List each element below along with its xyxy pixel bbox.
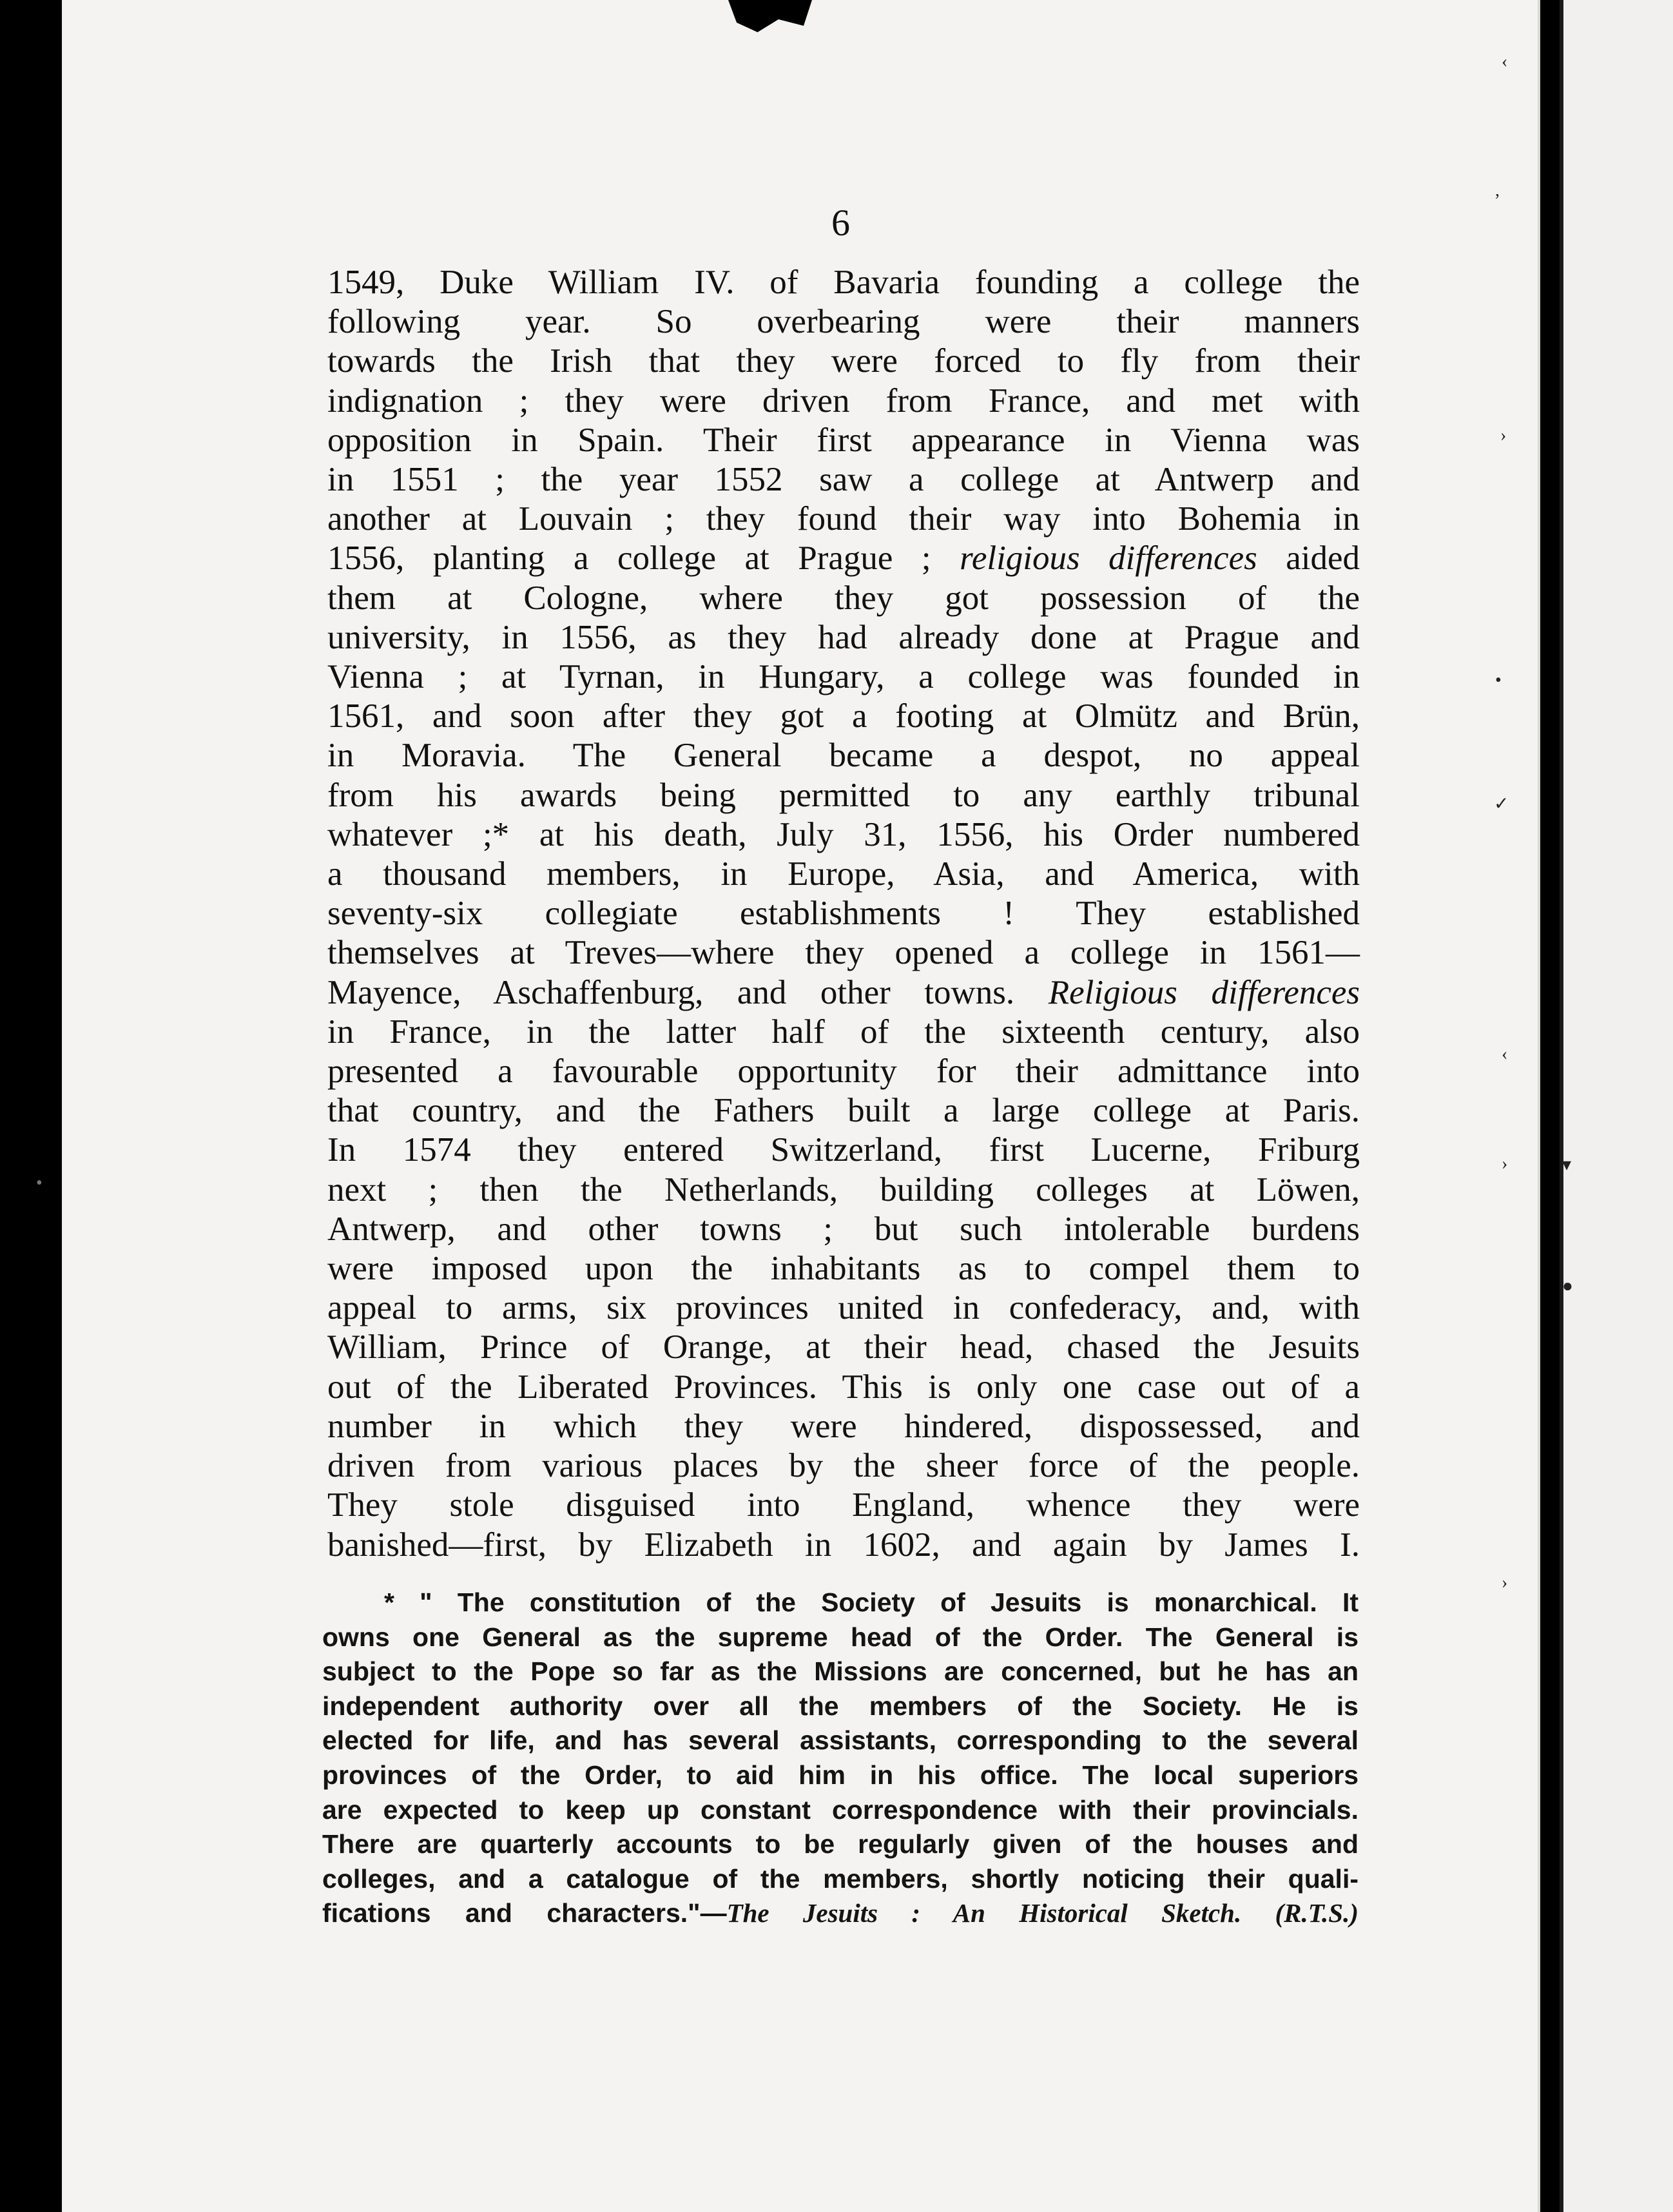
footnote-line: elected for life, and has several assistants, corresponding to the several [322, 1725, 1359, 1756]
page-number: 6 [831, 202, 850, 244]
body-line: They stole disguised into England, whence they were [327, 1486, 1360, 1524]
body-line: 1561, and soon after they got a footing at Olmütz and Brün, [327, 697, 1360, 735]
scan-speck-mark: ‹ [1502, 52, 1508, 72]
body-line: in Moravia. The General became a despot, no appeal [327, 737, 1360, 775]
footnote-line: colleges, and a catalogue of the members, shortly noticing their quali- [322, 1863, 1359, 1894]
scan-speck-mark: , [1495, 180, 1500, 200]
body-text [327, 263, 1360, 1565]
body-line: towards the Irish that they were forced to fly from their [327, 342, 1360, 380]
footnote-line: There are quarterly accounts to be regularly given of the houses and [322, 1829, 1359, 1859]
body-line: them at Cologne, where they got possession of the [327, 579, 1360, 617]
body-line: seventy-six collegiate establishments ! They established [327, 895, 1360, 933]
scan-speck-mark: ✓ [1494, 794, 1509, 814]
body-line: presented a favourable opportunity for their admittance into [327, 1053, 1360, 1091]
body-line: whatever ;* at his death, July 31, 1556, his Order numbered [327, 815, 1360, 853]
body-line: themselves at Treves—where they opened a college in 1561— [327, 934, 1360, 972]
body-line-with-italic [327, 973, 1360, 1013]
footnote-last-line [322, 1896, 1359, 1931]
body-line: next ; then the Netherlands, building colleges at Löwen, [327, 1170, 1360, 1208]
body-line: were imposed upon the inhabitants as to compel them to [327, 1250, 1360, 1288]
footnote-line-text: fications and characters."— [322, 1898, 727, 1928]
body-line: university, in 1556, as they had already done at Prague and [327, 618, 1360, 656]
footnote-line: owns one General as the supreme head of the Order. The General is [322, 1622, 1359, 1652]
footnote-line: * " The constitution of the Society of Jesuits is monarchical. It [384, 1587, 1359, 1617]
body-line: in 1551 ; the year 1552 saw a college at Antwerp and [327, 461, 1360, 499]
facing-page-edge [1560, 0, 1673, 2212]
scan-speck-mark: • [1495, 670, 1502, 690]
body-line: Vienna ; at Tyrnan, in Hungary, a college was founded in [327, 658, 1360, 696]
scan-speck-mark: ● [1562, 1276, 1573, 1296]
body-line: driven from various places by the sheer force of the people. [327, 1447, 1360, 1485]
body-line: appeal to arms, six provinces united in confederacy, and, with [327, 1289, 1360, 1327]
italic-phrase: Religious differences [1048, 973, 1360, 1011]
footnote-line: are expected to keep up constant correspondence with their provincials. [322, 1794, 1359, 1825]
scan-speck-mark: › [1502, 1573, 1508, 1593]
body-line: banished—first, by Elizabeth in 1602, and again by James I. [327, 1526, 1360, 1564]
scan-speck-mark: ▾ [1562, 1155, 1572, 1175]
body-line: a thousand members, in Europe, Asia, and America, with [327, 855, 1360, 893]
body-line-text: Mayence, Aschaffenburg, and other towns. [327, 973, 1015, 1011]
body-line: 1549, Duke William IV. of Bavaria founding a college the [327, 264, 1360, 301]
scan-speck-mark: • [36, 1173, 43, 1193]
body-line-text: 1556, planting a college at Prague ; [327, 539, 931, 577]
scan-speck-mark: ‹ [1502, 1044, 1508, 1064]
footnote [322, 1586, 1359, 1931]
body-line: In 1574 they entered Switzerland, first Lucerne, Friburg [327, 1131, 1360, 1169]
body-line: William, Prince of Orange, at their head, chased the Jesuits [327, 1328, 1360, 1366]
body-line: from his awards being permitted to any earthly tribunal [327, 776, 1360, 814]
body-line: another at Louvain ; they found their way into Bohemia in [327, 500, 1360, 538]
body-line: Antwerp, and other towns ; but such intolerable burdens [327, 1210, 1360, 1248]
scan-speck-mark: › [1500, 425, 1507, 445]
italic-phrase: religious differences [960, 539, 1257, 577]
body-line: in France, in the latter half of the sixteenth century, also [327, 1013, 1360, 1051]
body-line: out of the Liberated Provinces. This is only one case out of a [327, 1368, 1360, 1406]
footnote-line: provinces of the Order, to aid him in his office. The local superiors [322, 1760, 1359, 1790]
body-line: indignation ; they were driven from France, and met with [327, 382, 1360, 420]
body-line: that country, and the Fathers built a large college at Paris. [327, 1092, 1360, 1130]
body-line: number in which they were hindered, dispossessed, and [327, 1407, 1360, 1445]
footnote-line: independent authority over all the members of the Society. He is [322, 1691, 1359, 1721]
footnote-line: subject to the Pope so far as the Missions are concerned, but he has an [322, 1656, 1359, 1687]
body-line-tail: aided [1286, 539, 1360, 577]
footnote-citation: The Jesuits : An Historical Sketch. (R.T.S.) [726, 1898, 1359, 1928]
scan-speck-mark: › [1502, 1154, 1508, 1174]
body-line-with-italic [327, 539, 1360, 578]
body-line: following year. So overbearing were their manners [327, 303, 1360, 341]
body-line: opposition in Spain. Their first appearance in Vienna was [327, 421, 1360, 459]
